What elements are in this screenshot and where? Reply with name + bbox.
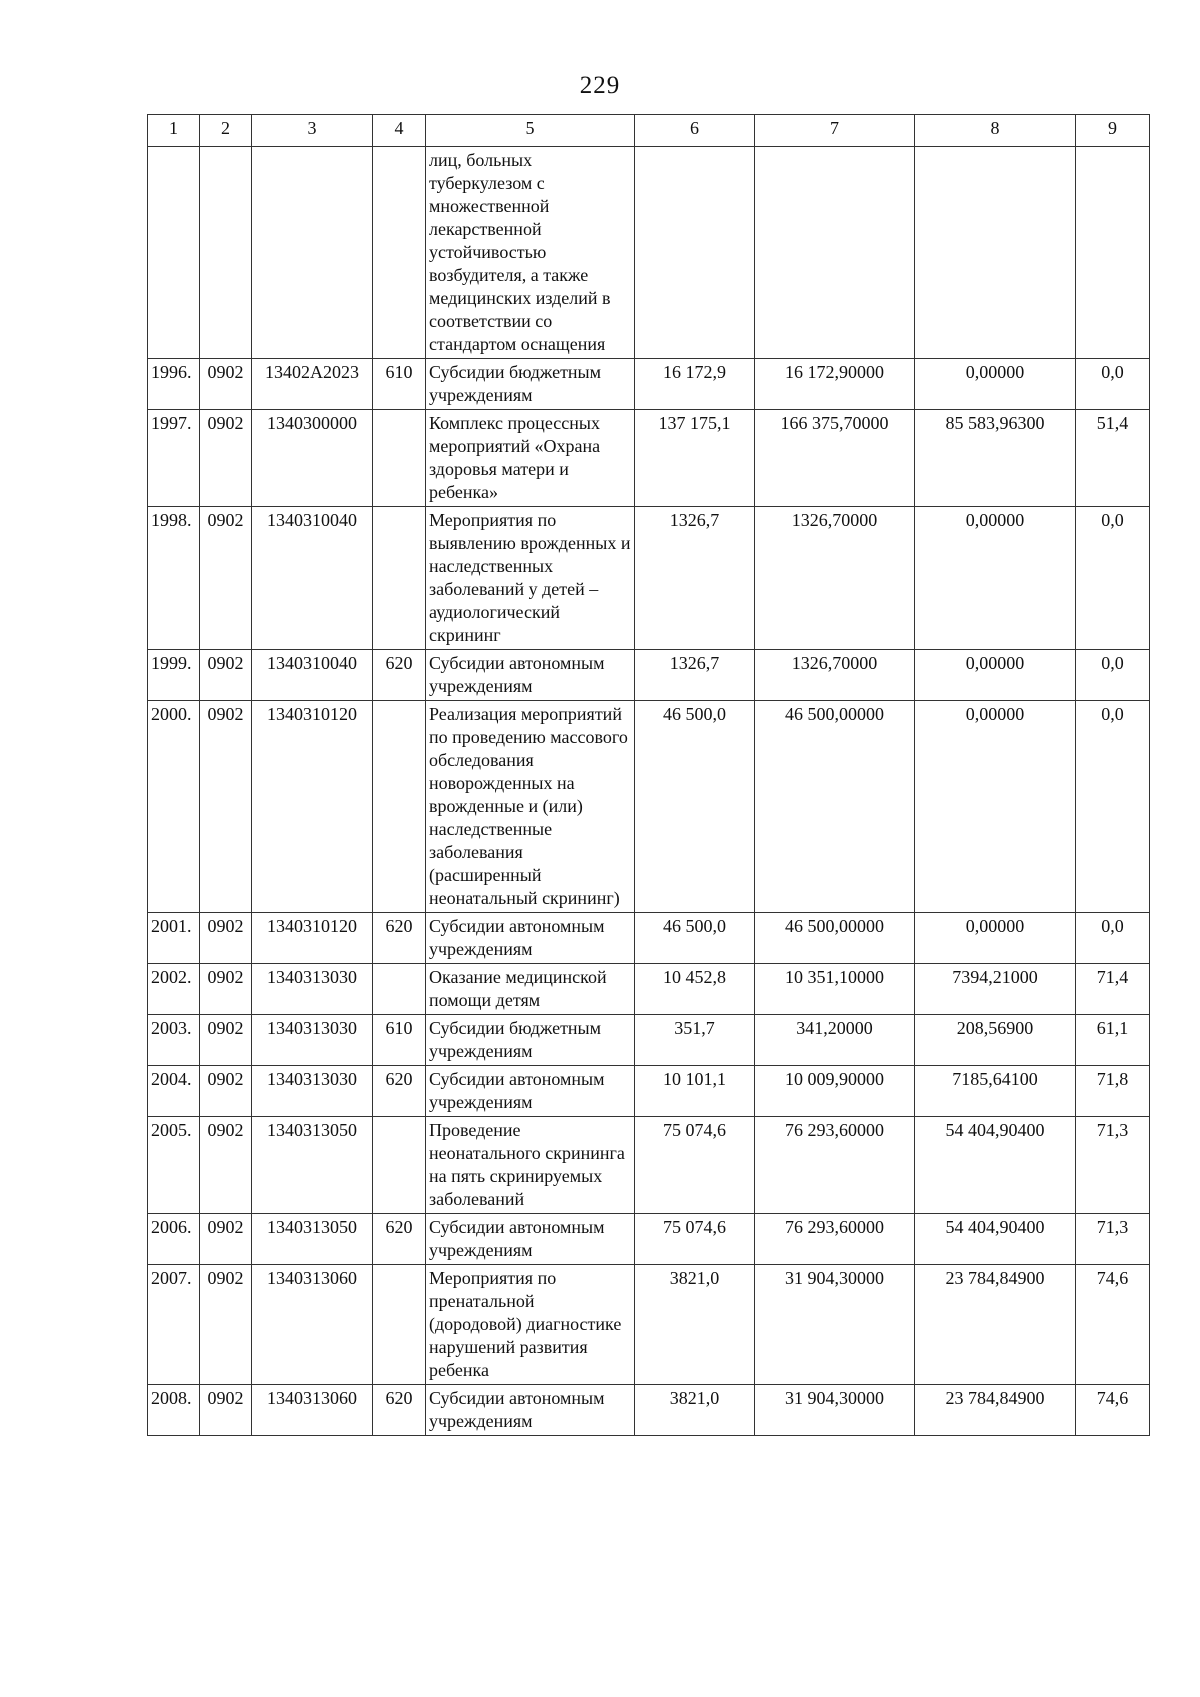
percent-cell: 0,0 <box>1076 701 1150 913</box>
executed-amount-cell: 23 784,84900 <box>915 1265 1076 1385</box>
row-number-cell: 2000. <box>148 701 200 913</box>
expense-type-cell: 610 <box>373 1015 426 1066</box>
expense-type-cell: 620 <box>373 913 426 964</box>
expense-type-cell <box>373 410 426 507</box>
description-cell: Субсидии автономным учреждениям <box>426 1385 635 1436</box>
target-article-cell: 13402А2023 <box>252 359 373 410</box>
plan-amount-cell: 341,20000 <box>755 1015 915 1066</box>
target-article-cell: 1340313060 <box>252 1265 373 1385</box>
plan-amount-cell: 46 500,00000 <box>755 913 915 964</box>
description-cell: Оказание медицинской помощи детям <box>426 964 635 1015</box>
percent-cell: 0,0 <box>1076 359 1150 410</box>
row-number-cell: 2001. <box>148 913 200 964</box>
table-body <box>148 147 1150 1436</box>
table-row <box>148 410 1150 507</box>
row-number-cell: 2008. <box>148 1385 200 1436</box>
table-header <box>148 115 1150 147</box>
target-article-cell: 1340313030 <box>252 1066 373 1117</box>
target-article-cell: 1340313030 <box>252 1015 373 1066</box>
description-cell: Комплекс процессных мероприятий «Охрана здоровья матери и ребенка» <box>426 410 635 507</box>
executed-amount-cell: 54 404,90400 <box>915 1214 1076 1265</box>
approved-amount-cell: 3821,0 <box>635 1385 755 1436</box>
approved-amount-cell: 10 452,8 <box>635 964 755 1015</box>
section-code-cell: 0902 <box>200 1385 252 1436</box>
executed-amount-cell: 7185,64100 <box>915 1066 1076 1117</box>
approved-amount-cell: 3821,0 <box>635 1265 755 1385</box>
approved-amount-cell: 75 074,6 <box>635 1214 755 1265</box>
section-code-cell: 0902 <box>200 1117 252 1214</box>
approved-amount-cell: 75 074,6 <box>635 1117 755 1214</box>
table-row <box>148 650 1150 701</box>
plan-amount-cell: 166 375,70000 <box>755 410 915 507</box>
row-number-cell: 2006. <box>148 1214 200 1265</box>
section-code-cell: 0902 <box>200 701 252 913</box>
executed-amount-cell: 208,56900 <box>915 1015 1076 1066</box>
percent-cell: 0,0 <box>1076 650 1150 701</box>
column-header: 1 <box>148 115 200 147</box>
column-header: 2 <box>200 115 252 147</box>
page-number: 229 <box>579 72 621 99</box>
plan-amount-cell: 76 293,60000 <box>755 1214 915 1265</box>
percent-cell <box>1076 147 1150 359</box>
plan-amount-cell: 16 172,90000 <box>755 359 915 410</box>
description-cell: Проведение неонатального скрининга на пять скринируемых заболеваний <box>426 1117 635 1214</box>
table-row <box>148 1265 1150 1385</box>
executed-amount-cell: 54 404,90400 <box>915 1117 1076 1214</box>
budget-table <box>147 114 1150 1436</box>
plan-amount-cell: 1326,70000 <box>755 650 915 701</box>
row-number-cell: 1998. <box>148 507 200 650</box>
executed-amount-cell: 0,00000 <box>915 650 1076 701</box>
table-row <box>148 964 1150 1015</box>
table-row <box>148 913 1150 964</box>
column-header: 7 <box>755 115 915 147</box>
target-article-cell: 1340313050 <box>252 1117 373 1214</box>
plan-amount-cell: 10 351,10000 <box>755 964 915 1015</box>
percent-cell: 61,1 <box>1076 1015 1150 1066</box>
percent-cell: 71,4 <box>1076 964 1150 1015</box>
approved-amount-cell: 137 175,1 <box>635 410 755 507</box>
approved-amount-cell: 1326,7 <box>635 507 755 650</box>
row-number-cell: 2003. <box>148 1015 200 1066</box>
expense-type-cell <box>373 701 426 913</box>
row-number-cell: 1996. <box>148 359 200 410</box>
executed-amount-cell: 0,00000 <box>915 913 1076 964</box>
expense-type-cell <box>373 964 426 1015</box>
approved-amount-cell <box>635 147 755 359</box>
plan-amount-cell <box>755 147 915 359</box>
plan-amount-cell: 1326,70000 <box>755 507 915 650</box>
section-code-cell: 0902 <box>200 650 252 701</box>
description-cell: Субсидии бюджетным учреждениям <box>426 1015 635 1066</box>
plan-amount-cell: 46 500,00000 <box>755 701 915 913</box>
description-cell: Мероприятия по выявлению врожденных и наследственных заболеваний у детей – аудиологический скрининг <box>426 507 635 650</box>
section-code-cell: 0902 <box>200 964 252 1015</box>
table-row <box>148 359 1150 410</box>
approved-amount-cell: 10 101,1 <box>635 1066 755 1117</box>
table-row <box>148 1015 1150 1066</box>
target-article-cell: 1340310120 <box>252 913 373 964</box>
executed-amount-cell: 7394,21000 <box>915 964 1076 1015</box>
percent-cell: 0,0 <box>1076 507 1150 650</box>
description-cell: Реализация мероприятий по проведению массового обследования новорожденных на врожденные и (или) наследственные заболевания (расширенный неонатальный скрининг) <box>426 701 635 913</box>
section-code-cell: 0902 <box>200 410 252 507</box>
section-code-cell <box>200 147 252 359</box>
expense-type-cell: 620 <box>373 1385 426 1436</box>
table-row <box>148 147 1150 359</box>
row-number-cell: 1997. <box>148 410 200 507</box>
approved-amount-cell: 1326,7 <box>635 650 755 701</box>
executed-amount-cell: 23 784,84900 <box>915 1385 1076 1436</box>
column-header: 4 <box>373 115 426 147</box>
section-code-cell: 0902 <box>200 359 252 410</box>
row-number-cell: 2007. <box>148 1265 200 1385</box>
executed-amount-cell: 0,00000 <box>915 507 1076 650</box>
target-article-cell: 1340313030 <box>252 964 373 1015</box>
column-header: 9 <box>1076 115 1150 147</box>
column-header: 8 <box>915 115 1076 147</box>
description-cell: Мероприятия по пренатальной (дородовой) диагностике нарушений развития ребенка <box>426 1265 635 1385</box>
expense-type-cell <box>373 1117 426 1214</box>
header-row <box>148 115 1150 147</box>
approved-amount-cell: 46 500,0 <box>635 913 755 964</box>
target-article-cell <box>252 147 373 359</box>
section-code-cell: 0902 <box>200 1066 252 1117</box>
expense-type-cell: 620 <box>373 1214 426 1265</box>
table-row <box>148 701 1150 913</box>
section-code-cell: 0902 <box>200 1214 252 1265</box>
percent-cell: 74,6 <box>1076 1265 1150 1385</box>
percent-cell: 74,6 <box>1076 1385 1150 1436</box>
table-row <box>148 507 1150 650</box>
percent-cell: 71,3 <box>1076 1117 1150 1214</box>
section-code-cell: 0902 <box>200 913 252 964</box>
description-cell: Субсидии автономным учреждениям <box>426 1066 635 1117</box>
row-number-cell: 2004. <box>148 1066 200 1117</box>
table-row <box>148 1066 1150 1117</box>
plan-amount-cell: 76 293,60000 <box>755 1117 915 1214</box>
column-header: 5 <box>426 115 635 147</box>
approved-amount-cell: 46 500,0 <box>635 701 755 913</box>
percent-cell: 71,3 <box>1076 1214 1150 1265</box>
description-cell: Субсидии бюджетным учреждениям <box>426 359 635 410</box>
column-header: 3 <box>252 115 373 147</box>
target-article-cell: 1340313050 <box>252 1214 373 1265</box>
approved-amount-cell: 351,7 <box>635 1015 755 1066</box>
expense-type-cell: 620 <box>373 650 426 701</box>
executed-amount-cell <box>915 147 1076 359</box>
target-article-cell: 1340300000 <box>252 410 373 507</box>
section-code-cell: 0902 <box>200 507 252 650</box>
plan-amount-cell: 10 009,90000 <box>755 1066 915 1117</box>
plan-amount-cell: 31 904,30000 <box>755 1265 915 1385</box>
expense-type-cell <box>373 507 426 650</box>
target-article-cell: 1340310040 <box>252 650 373 701</box>
section-code-cell: 0902 <box>200 1265 252 1385</box>
expense-type-cell: 620 <box>373 1066 426 1117</box>
table-row <box>148 1214 1150 1265</box>
executed-amount-cell: 0,00000 <box>915 359 1076 410</box>
row-number-cell <box>148 147 200 359</box>
target-article-cell: 1340310040 <box>252 507 373 650</box>
table-row <box>148 1385 1150 1436</box>
row-number-cell: 1999. <box>148 650 200 701</box>
row-number-cell: 2005. <box>148 1117 200 1214</box>
percent-cell: 71,8 <box>1076 1066 1150 1117</box>
target-article-cell: 1340313060 <box>252 1385 373 1436</box>
percent-cell: 0,0 <box>1076 913 1150 964</box>
description-cell: Субсидии автономным учреждениям <box>426 1214 635 1265</box>
description-cell: Субсидии автономным учреждениям <box>426 913 635 964</box>
expense-type-cell <box>373 147 426 359</box>
executed-amount-cell: 85 583,96300 <box>915 410 1076 507</box>
executed-amount-cell: 0,00000 <box>915 701 1076 913</box>
plan-amount-cell: 31 904,30000 <box>755 1385 915 1436</box>
expense-type-cell <box>373 1265 426 1385</box>
percent-cell: 51,4 <box>1076 410 1150 507</box>
approved-amount-cell: 16 172,9 <box>635 359 755 410</box>
table-row <box>148 1117 1150 1214</box>
description-cell: лиц, больных туберкулезом с множественной лекарственной устойчивостью возбудителя, а также медицинских изделий в соответствии со стандартом оснащения <box>426 147 635 359</box>
expense-type-cell: 610 <box>373 359 426 410</box>
description-cell: Субсидии автономным учреждениям <box>426 650 635 701</box>
target-article-cell: 1340310120 <box>252 701 373 913</box>
row-number-cell: 2002. <box>148 964 200 1015</box>
section-code-cell: 0902 <box>200 1015 252 1066</box>
column-header: 6 <box>635 115 755 147</box>
